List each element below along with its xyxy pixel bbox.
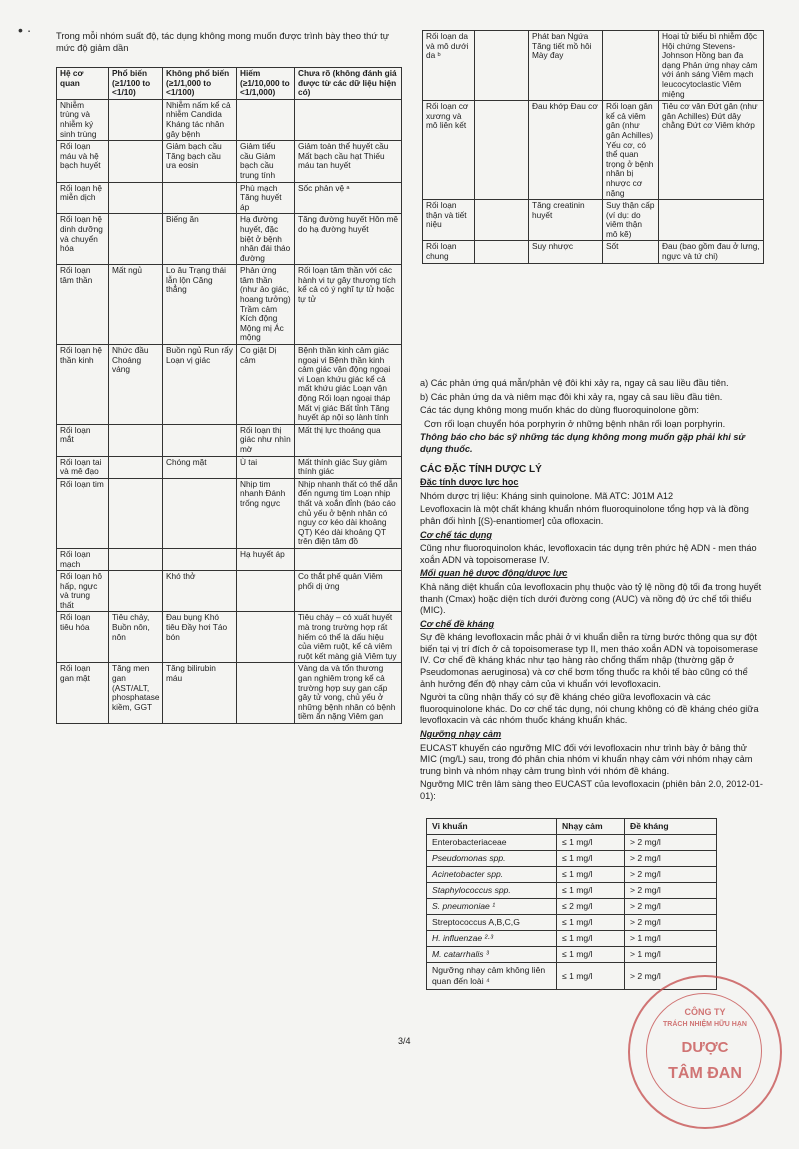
adr-cell: Nhịp tim nhanh Đánh trống ngực: [237, 478, 295, 548]
adr-cell: [475, 241, 529, 263]
resistance-text-2: Người ta cũng nhận thấy có sự đề kháng chéo giữa levofloxacin và các fluoroquinolone khác. Do cơ chế tác dụng, nói chung không có đề kháng chéo giữa levofloxacin và các nhóm thuốc kháng khuẩn khác.: [420, 692, 759, 726]
stamp-line-2: TRÁCH NHIỆM HỮU HẠN: [663, 1021, 747, 1028]
organism-cell: Acinetobacter spp.: [427, 867, 557, 883]
resistant-cell: > 2 mg/l: [625, 867, 717, 883]
susceptible-cell: ≤ 1 mg/l: [557, 947, 625, 963]
adr-column-header: Chưa rõ (không đánh giá được từ các dữ liệu hiện có): [295, 68, 402, 100]
resistant-cell: > 2 mg/l: [625, 851, 717, 867]
adr-cell: Nhịp nhanh thất có thể dẫn đến ngưng tim Loạn nhịp thất và xoắn đỉnh (báo cáo chủ yếu ở bệnh nhân có nguy cơ kéo dài khoảng QT) Kéo dài khoảng QT trên điện tâm đồ: [295, 478, 402, 548]
moa-title: Cơ chế tác dụng: [420, 529, 493, 540]
organ-system-cell: Rối loạn cơ xương và mô liên kết: [423, 101, 475, 200]
adr-cell: Tăng đường huyết Hôn mê do hạ đường huyết: [295, 214, 402, 265]
adr-cell: [659, 200, 764, 241]
adr-column-header: Hệ cơ quan: [57, 68, 109, 100]
adr-table-right: [422, 30, 764, 264]
adr-table-left: [56, 67, 402, 724]
adr-cell: [603, 31, 659, 101]
organism-cell: Staphylococcus spp.: [427, 883, 557, 899]
note-other: Các tác dụng không mong muốn khác do dùng fluoroquinolone gồm:: [420, 405, 699, 416]
adr-cell: Nhức đầu Choáng váng: [109, 345, 163, 425]
adr-cell: Mất thính giác Suy giảm thính giác: [295, 456, 402, 478]
margin-marks: • ·: [18, 22, 32, 38]
organism-cell: H. influenzae ²·³: [427, 931, 557, 947]
adr-cell: [109, 182, 163, 214]
resistant-cell: > 2 mg/l: [625, 963, 717, 990]
adr-cell: [237, 99, 295, 140]
adr-cell: Tăng bilirubin máu: [163, 663, 237, 724]
organism-cell: M. catarrhalis ³: [427, 947, 557, 963]
adr-cell: [109, 99, 163, 140]
stamp-line-4: TÂM ĐAN: [668, 1065, 742, 1082]
mic-row: [427, 931, 717, 947]
mic-column-header: Đề kháng: [625, 819, 717, 835]
adr-row: [57, 265, 402, 345]
adr-row: [423, 31, 764, 101]
doctor-notice: Thông báo cho bác sỹ những tác dụng không mong muốn gặp phải khi sử dụng thuốc.: [420, 432, 745, 454]
organ-system-cell: Rối loạn hô hấp, ngực và trung thất: [57, 571, 109, 612]
mic-row: [427, 867, 717, 883]
resistant-cell: > 2 mg/l: [625, 835, 717, 851]
organism-cell: Streptococcus A,B,C,G: [427, 915, 557, 931]
susceptible-cell: ≤ 2 mg/l: [557, 899, 625, 915]
adr-row: [57, 548, 402, 570]
note-b: b) Các phản ứng da và niêm mạc đôi khi xảy ra, ngay cả sau liều đầu tiên.: [420, 391, 723, 402]
organism-cell: S. pneumoniae ¹: [427, 899, 557, 915]
pd-title: Đặc tính dược lực học: [420, 477, 519, 488]
adr-column-header: Hiếm (≥1/10,000 to <1/1,000): [237, 68, 295, 100]
adr-cell: Phát ban Ngứa Tăng tiết mồ hôi Mày đay: [529, 31, 603, 101]
stamp-line-1: CÔNG TY: [684, 1007, 726, 1017]
adr-cell: [163, 182, 237, 214]
resistant-cell: > 2 mg/l: [625, 915, 717, 931]
organ-system-cell: Rối loạn hệ thần kinh: [57, 345, 109, 425]
mic-row: [427, 883, 717, 899]
adr-cell: Rối loạn gân kể cả viêm gân (như gân Achilles) Yếu cơ, có thể quan trọng ở bệnh nhân bị nhược cơ nặng: [603, 101, 659, 200]
mic-row: [427, 947, 717, 963]
adr-cell: Tiêu cơ vân Đứt gân (như gân Achilles) Đứt dây chằng Đứt cơ Viêm khớp: [659, 101, 764, 200]
adr-cell: Lo âu Trạng thái lẫn lộn Căng thẳng: [163, 265, 237, 345]
susceptible-cell: ≤ 1 mg/l: [557, 883, 625, 899]
organ-system-cell: Rối loạn gan mật: [57, 663, 109, 724]
organ-system-cell: Rối loạn mắt: [57, 424, 109, 456]
resistant-cell: > 2 mg/l: [625, 883, 717, 899]
mic-row: [427, 899, 717, 915]
organ-system-cell: Rối loạn tâm thần: [57, 265, 109, 345]
adr-cell: [109, 456, 163, 478]
adr-cell: Vàng da và tổn thương gan nghiêm trọng kể cả trường hợp suy gan cấp gây tử vong, chủ yếu ở những bệnh nhân có bệnh tiềm ẩn nặng Viêm gan: [295, 663, 402, 724]
pd-desc: Levofloxacin là một chất kháng khuẩn nhóm fluoroquinolone tổng hợp và là đồng phân đối hình [(S)-enantiomer] của ofloxacin.: [420, 504, 749, 526]
adr-cell: Đau (bao gồm đau ở lưng, ngực và tứ chi): [659, 241, 764, 263]
organism-cell: Ngưỡng nhạy cảm không liên quan đến loài ⁴: [427, 963, 557, 990]
adr-cell: [475, 101, 529, 200]
organ-system-cell: Rối loạn tiêu hóa: [57, 612, 109, 663]
organ-system-cell: Rối loạn tai và mê đạo: [57, 456, 109, 478]
adr-row: [423, 241, 764, 263]
pkpd-title: Mối quan hệ dược động/dược lực: [420, 568, 568, 579]
mic-row: [427, 851, 717, 867]
adr-row: [57, 345, 402, 425]
adr-cell: Buồn ngủ Run rẩy Loạn vị giác: [163, 345, 237, 425]
adr-cell: Đau khớp Đau cơ: [529, 101, 603, 200]
adr-cell: Tăng creatinin huyết: [529, 200, 603, 241]
adr-cell: [163, 478, 237, 548]
adr-cell: Co giật Dị cảm: [237, 345, 295, 425]
adr-cell: Rối loạn thị giác như nhìn mờ: [237, 424, 295, 456]
organ-system-cell: Rối loạn mạch: [57, 548, 109, 570]
moa-text: Cũng như fluoroquinolon khác, levofloxacin tác dụng trên phức hệ ADN - men tháo xoắn ADN và topoisomerase IV.: [420, 543, 757, 565]
adr-cell: Biếng ăn: [163, 214, 237, 265]
adr-cell: Khó thở: [163, 571, 237, 612]
adr-cell: [475, 200, 529, 241]
adr-cell: [109, 141, 163, 182]
adr-cell: Chóng mặt: [163, 456, 237, 478]
adr-cell: Hoại tử biểu bì nhiễm độc Hội chứng Stevens-Johnson Hồng ban đa dạng Phản ứng nhạy cảm với ánh sáng Viêm mạch leucocytoclastic Viêm miệng: [659, 31, 764, 101]
organism-cell: Enterobacteriaceae: [427, 835, 557, 851]
adr-cell: [295, 548, 402, 570]
mic-row: [427, 915, 717, 931]
adr-cell: [109, 478, 163, 548]
adr-cell: [295, 99, 402, 140]
adr-row: [57, 663, 402, 724]
resistant-cell: > 1 mg/l: [625, 947, 717, 963]
breakpoint-text: EUCAST khuyến cáo ngưỡng MIC đối với levofloxacin như trình bày ở bảng thử MIC (mg/L) sau, trong đó phân chia nhóm vi khuẩn nhạy cảm với nhóm nhạy cảm trung bình và nhóm nhạy cảm trung bình với nhóm đề kháng.: [420, 742, 753, 776]
susceptible-cell: ≤ 1 mg/l: [557, 851, 625, 867]
organ-system-cell: Nhiễm trùng và nhiễm ký sinh trùng: [57, 99, 109, 140]
organ-system-cell: Rối loạn da và mô dưới da ᵇ: [423, 31, 475, 101]
page-number: 3/4: [398, 1036, 411, 1046]
note-porphyrin: Cơn rối loạn chuyển hóa porphyrin ở những bệnh nhân rối loạn porphyrin.: [424, 418, 726, 429]
adr-cell: [109, 548, 163, 570]
adr-cell: [475, 31, 529, 101]
organ-system-cell: Rối loạn chung: [423, 241, 475, 263]
note-a: a) Các phản ứng quá mẫn/phản vệ đôi khi xảy ra, ngay cả sau liều đầu tiên.: [420, 378, 729, 388]
adr-row: [57, 478, 402, 548]
adr-cell: [109, 424, 163, 456]
adr-row: [57, 182, 402, 214]
adr-row: [57, 141, 402, 182]
adr-row: [57, 612, 402, 663]
adr-cell: Rối loạn tâm thần với các hành vi tự gây thương tích kể cả có ý nghĩ tự tử hoặc tự tử: [295, 265, 402, 345]
adr-cell: [163, 424, 237, 456]
adr-cell: Mất thị lực thoáng qua: [295, 424, 402, 456]
organism-cell: Pseudomonas spp.: [427, 851, 557, 867]
adr-row: [57, 456, 402, 478]
adr-cell: Bệnh thần kinh cảm giác ngoại vi Bệnh thần kinh cảm giác vận động ngoại vi Loạn khứu giác kể cả mất khứu giác Loạn vận động Rối loạn ngoại tháp Mất vị giác Bất tỉnh Tăng huyết áp nội sọ lành tính: [295, 345, 402, 425]
adr-cell: [237, 612, 295, 663]
adr-cell: Suy nhược: [529, 241, 603, 263]
susceptible-cell: ≤ 1 mg/l: [557, 915, 625, 931]
adr-cell: Hạ huyết áp: [237, 548, 295, 570]
organ-system-cell: Rối loạn máu và hệ bạch huyết: [57, 141, 109, 182]
adr-cell: Tiêu chảy – có xuất huyết mà trong trường hợp rất hiếm có thể là dấu hiệu của viêm ruột, kể cả viêm ruột kết màng giả Viêm tụy: [295, 612, 402, 663]
adr-cell: Ù tai: [237, 456, 295, 478]
adr-cell: [237, 571, 295, 612]
adr-row: [423, 200, 764, 241]
resistant-cell: > 1 mg/l: [625, 931, 717, 947]
notes-section: [420, 378, 765, 805]
mic-column-header: Nhạy cảm: [557, 819, 625, 835]
mic-header-row: [427, 819, 717, 835]
adr-row: [423, 101, 764, 200]
adr-cell: [109, 214, 163, 265]
susceptible-cell: ≤ 1 mg/l: [557, 963, 625, 990]
organ-system-cell: Rối loạn tim: [57, 478, 109, 548]
susceptible-cell: ≤ 1 mg/l: [557, 931, 625, 947]
resistant-cell: > 2 mg/l: [625, 899, 717, 915]
adr-cell: Hạ đường huyết, đặc biệt ở bệnh nhân đái tháo đường: [237, 214, 295, 265]
adr-cell: Mất ngủ: [109, 265, 163, 345]
adr-cell: Tăng men gan (AST/ALT, phosphatase kiềm, GGT: [109, 663, 163, 724]
adr-row: [57, 214, 402, 265]
adr-cell: Tiêu chảy, Buồn nôn, nôn: [109, 612, 163, 663]
adr-cell: Sốt: [603, 241, 659, 263]
adr-cell: Giảm toàn thể huyết cầu Mất bạch cầu hạt Thiếu máu tan huyết: [295, 141, 402, 182]
mic-table: [426, 818, 717, 990]
mic-row: [427, 835, 717, 851]
breakpoint-text-2: Ngưỡng MIC trên lâm sàng theo EUCAST của levofloxacin (phiên bản 2.0, 2012-01-01):: [420, 779, 763, 801]
resistance-text-1: Sự đề kháng levofloxacin mắc phải ở vi khuẩn diễn ra từng bước thông qua sự đột biến tại vị trí đích ở cả topoisomerase typ II, men tháo xoắn ADN và topoisomerase IV. Cơ chế đề kháng khác như tạo hàng rào chống thấm nhập (thường gặp ở Pseudomonas aeruginosa) và cơ chế bơm tống thuốc ra khỏi tế bào cũng có thể ảnh hưởng đến độ nhạy cảm của vi khuẩn với levofloxacin.: [420, 632, 758, 689]
breakpoint-title: Ngưỡng nhạy cảm: [420, 729, 502, 740]
adr-cell: Phù mạch Tăng huyết áp: [237, 182, 295, 214]
organ-system-cell: Rối loạn hệ miễn dịch: [57, 182, 109, 214]
adr-cell: [163, 548, 237, 570]
adr-column-header: Phổ biến (≥1/100 to <1/10): [109, 68, 163, 100]
pkpd-text: Khả năng diệt khuẩn của levofloxacin phụ thuộc vào tỷ lệ nồng độ tối đa trong huyết thanh (Cmax) hoặc diện tích dưới đường cong (AUC) và nồng độ ức chế tối thiểu (MIC).: [420, 581, 762, 616]
adr-cell: Đau bụng Khó tiêu Đầy hơi Táo bón: [163, 612, 237, 663]
adr-cell: [237, 663, 295, 724]
adr-row: [57, 571, 402, 612]
adr-cell: Sốc phản vệ ᵃ: [295, 182, 402, 214]
organ-system-cell: Rối loạn thận và tiết niệu: [423, 200, 475, 241]
organ-system-cell: Rối loạn hệ dinh dưỡng và chuyển hóa: [57, 214, 109, 265]
adr-cell: [109, 571, 163, 612]
adr-cell: Giảm bạch cầu Tăng bạch cầu ưa eosin: [163, 141, 237, 182]
adr-cell: Suy thận cấp (ví dụ: do viêm thận mô kẽ): [603, 200, 659, 241]
company-stamp: [628, 975, 782, 1129]
susceptible-cell: ≤ 1 mg/l: [557, 835, 625, 851]
intro-text: Trong mỗi nhóm suất độ, tác dụng không mong muốn được trình bày theo thứ tự mức độ giảm dần: [56, 31, 389, 53]
resistance-title: Cơ chế đề kháng: [420, 618, 495, 629]
adr-header-row: [57, 68, 402, 100]
pd-group: Nhóm dược trị liệu: Kháng sinh quinolone. Mã ATC: J01M A12: [420, 490, 674, 501]
adr-cell: Co thắt phế quản Viêm phổi dị ứng: [295, 571, 402, 612]
stamp-line-3: DƯỢC: [681, 1039, 729, 1056]
mic-column-header: Vi khuẩn: [427, 819, 557, 835]
adr-cell: Giảm tiểu cầu Giảm bạch cầu trung tính: [237, 141, 295, 182]
adr-row: [57, 424, 402, 456]
pharm-title: CÁC ĐẶC TÍNH DƯỢC LÝ: [420, 463, 542, 475]
adr-cell: Nhiễm nấm kể cả nhiễm Candida Kháng tác nhân gây bệnh: [163, 99, 237, 140]
susceptible-cell: ≤ 1 mg/l: [557, 867, 625, 883]
adr-cell: Phản ứng tâm thần (như ảo giác, hoang tưởng) Trầm cảm Kích động Mộng mị Ác mộng: [237, 265, 295, 345]
adr-row: [57, 99, 402, 140]
adr-column-header: Không phổ biến (≥1/1,000 to <1/100): [163, 68, 237, 100]
